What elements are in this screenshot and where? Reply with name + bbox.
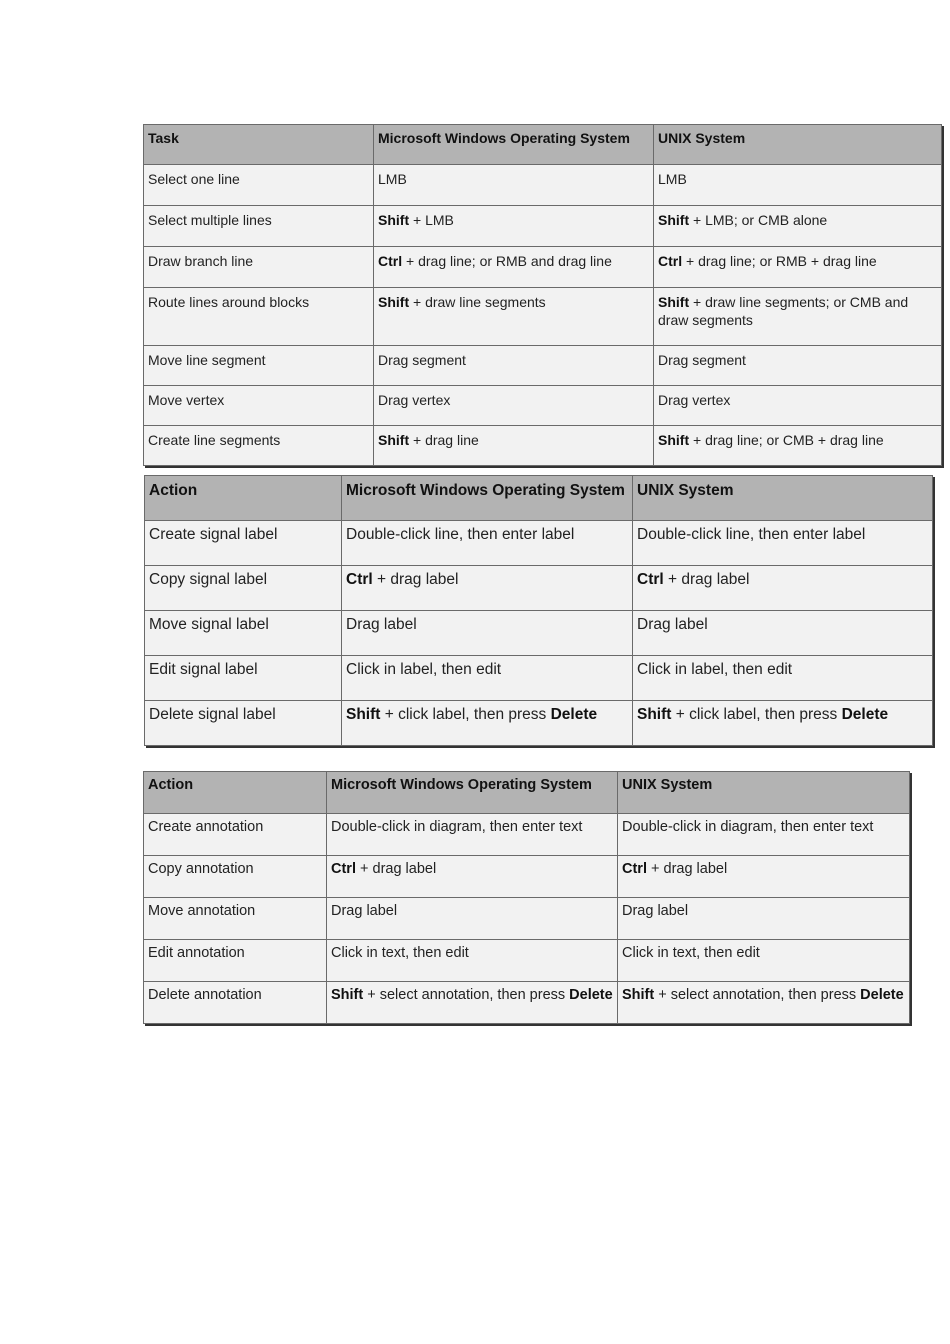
key-name: Shift	[331, 987, 364, 1003]
column-header-windows: Microsoft Windows Operating System	[327, 772, 618, 814]
cell-text: Create line segments	[148, 432, 281, 448]
key-name: Ctrl	[378, 253, 403, 269]
table-cell	[342, 611, 633, 656]
table-cell	[618, 982, 910, 1024]
table-cell	[144, 165, 374, 206]
key-name: Delete	[569, 987, 613, 1003]
cell-text: Edit signal label	[149, 661, 258, 678]
table-cell	[144, 247, 374, 288]
key-name: Ctrl	[637, 571, 664, 588]
cell-text: + drag label	[372, 571, 459, 588]
key-name: Shift	[622, 987, 655, 1003]
key-name: Shift	[378, 294, 410, 310]
cell-text: Route lines around blocks	[148, 294, 310, 310]
column-header-task: Task	[144, 125, 374, 165]
cell-text: + select annotation, then press	[654, 987, 861, 1003]
key-name: Shift	[378, 212, 410, 228]
key-name: Delete	[860, 987, 904, 1003]
key-name: Shift	[658, 212, 690, 228]
cell-text: Draw branch line	[148, 253, 254, 269]
key-name: Ctrl	[346, 571, 373, 588]
cell-text: Double-click in diagram, then enter text	[622, 819, 874, 835]
table-cell	[654, 426, 942, 466]
key-name: Shift	[658, 294, 690, 310]
cell-text: Drag segment	[658, 352, 746, 368]
table-row	[144, 247, 942, 288]
table-cell	[342, 566, 633, 611]
table-cell	[327, 814, 618, 856]
table-cell	[618, 898, 910, 940]
key-name: Shift	[658, 432, 690, 448]
table-cell	[374, 386, 654, 426]
table-row	[144, 856, 910, 898]
table-row	[145, 611, 933, 656]
cell-text: Click in label, then edit	[346, 661, 502, 678]
cell-text: Click in text, then edit	[622, 945, 760, 961]
cell-text: LMB	[378, 171, 407, 187]
cell-text: Create signal label	[149, 526, 278, 543]
table-cell	[144, 426, 374, 466]
table-cell	[144, 346, 374, 386]
key-name: Delete	[550, 706, 598, 723]
cell-text: Click in text, then edit	[331, 945, 469, 961]
table-cell	[145, 521, 342, 566]
cell-text: Move vertex	[148, 392, 225, 408]
cell-text: Drag label	[346, 616, 417, 633]
table-cell	[342, 701, 633, 746]
table-cell	[654, 386, 942, 426]
column-header-unix: UNIX System	[618, 772, 910, 814]
cell-text: + draw line segments; or CMB and draw segments	[658, 294, 909, 328]
table-header-row	[144, 772, 910, 814]
table-row	[144, 982, 910, 1024]
column-header-action: Action	[144, 772, 327, 814]
table-cell	[145, 656, 342, 701]
table-cell	[144, 288, 374, 346]
cell-text: + LMB	[409, 212, 454, 228]
key-name: Shift	[637, 706, 672, 723]
key-name: Ctrl	[331, 861, 356, 877]
table-row	[145, 656, 933, 701]
table-row	[144, 898, 910, 940]
signal-label-table	[144, 475, 933, 746]
table-cell	[633, 656, 933, 701]
table-cell	[374, 165, 654, 206]
table-cell	[618, 814, 910, 856]
cell-text: + drag label	[355, 861, 437, 877]
table-cell	[633, 566, 933, 611]
table-cell	[145, 611, 342, 656]
table-header-row	[144, 125, 942, 165]
table-row	[144, 814, 910, 856]
table-cell	[618, 940, 910, 982]
cell-text: LMB	[658, 171, 687, 187]
cell-text: + drag label	[646, 861, 728, 877]
column-header-windows: Microsoft Windows Operating System	[342, 476, 633, 521]
cell-text: + click label, then press	[671, 706, 842, 723]
table-cell	[374, 288, 654, 346]
table-cell	[145, 701, 342, 746]
table-cell	[633, 521, 933, 566]
cell-text: Copy signal label	[149, 571, 268, 588]
table-row	[145, 566, 933, 611]
table-cell	[374, 426, 654, 466]
table-cell	[144, 898, 327, 940]
table-row	[144, 165, 942, 206]
cell-text: Select multiple lines	[148, 212, 272, 228]
table-cell	[618, 856, 910, 898]
cell-text: + drag label	[663, 571, 750, 588]
table-cell	[654, 288, 942, 346]
key-name: Shift	[378, 432, 410, 448]
cell-text: + drag line; or CMB + drag line	[689, 432, 884, 448]
cell-text: Move annotation	[148, 903, 256, 919]
table-cell	[327, 898, 618, 940]
table-cell	[654, 247, 942, 288]
table-cell	[342, 656, 633, 701]
table-cell	[327, 982, 618, 1024]
table-cell	[342, 521, 633, 566]
cell-text: Delete annotation	[148, 987, 262, 1003]
cell-text: Click in label, then edit	[637, 661, 793, 678]
table-cell	[144, 856, 327, 898]
table-cell	[145, 566, 342, 611]
table-row	[144, 206, 942, 247]
table-row	[144, 346, 942, 386]
cell-text: Double-click line, then enter label	[346, 526, 575, 543]
cell-text: Edit annotation	[148, 945, 245, 961]
table-cell	[144, 940, 327, 982]
cell-text: Create annotation	[148, 819, 264, 835]
table-cell	[374, 206, 654, 247]
table-cell	[654, 165, 942, 206]
table-cell	[144, 982, 327, 1024]
table-header-row	[145, 476, 933, 521]
key-name: Ctrl	[658, 253, 683, 269]
cell-text: + LMB; or CMB alone	[689, 212, 828, 228]
cell-text: + click label, then press	[380, 706, 551, 723]
cell-text: Move line segment	[148, 352, 266, 368]
table-cell	[654, 346, 942, 386]
table-cell	[633, 701, 933, 746]
table-cell	[144, 814, 327, 856]
cell-text: Double-click in diagram, then enter text	[331, 819, 583, 835]
key-name: Ctrl	[622, 861, 647, 877]
cell-text: Copy annotation	[148, 861, 254, 877]
cell-text: Drag vertex	[658, 392, 731, 408]
cell-text: Drag label	[331, 903, 398, 919]
table-cell	[633, 611, 933, 656]
column-header-unix: UNIX System	[654, 125, 942, 165]
table-cell	[144, 206, 374, 247]
cell-text: Drag vertex	[378, 392, 451, 408]
cell-text: Move signal label	[149, 616, 269, 633]
cell-text: + drag line; or RMB and drag line	[402, 253, 612, 269]
table-cell	[144, 386, 374, 426]
column-header-action: Action	[145, 476, 342, 521]
table-row	[144, 288, 942, 346]
table-row	[144, 940, 910, 982]
cell-text: Double-click line, then enter label	[637, 526, 866, 543]
table-row	[144, 426, 942, 466]
cell-text: Drag label	[637, 616, 708, 633]
table-cell	[654, 206, 942, 247]
cell-text: Drag label	[622, 903, 689, 919]
key-name: Shift	[346, 706, 381, 723]
table-cell	[374, 346, 654, 386]
cell-text: + select annotation, then press	[363, 987, 570, 1003]
cell-text: + drag line; or RMB + drag line	[682, 253, 877, 269]
line-tasks-table	[143, 124, 942, 466]
key-name: Delete	[841, 706, 889, 723]
table-row	[145, 701, 933, 746]
table-row	[145, 521, 933, 566]
table-cell	[327, 856, 618, 898]
column-header-unix: UNIX System	[633, 476, 933, 521]
cell-text: Drag segment	[378, 352, 466, 368]
cell-text: + drag line	[409, 432, 479, 448]
annotation-table	[143, 771, 910, 1024]
cell-text: Delete signal label	[149, 706, 276, 723]
table-row	[144, 386, 942, 426]
cell-text: Select one line	[148, 171, 240, 187]
cell-text: + draw line segments	[409, 294, 546, 310]
table-cell	[327, 940, 618, 982]
column-header-windows: Microsoft Windows Operating System	[374, 125, 654, 165]
table-cell	[374, 247, 654, 288]
